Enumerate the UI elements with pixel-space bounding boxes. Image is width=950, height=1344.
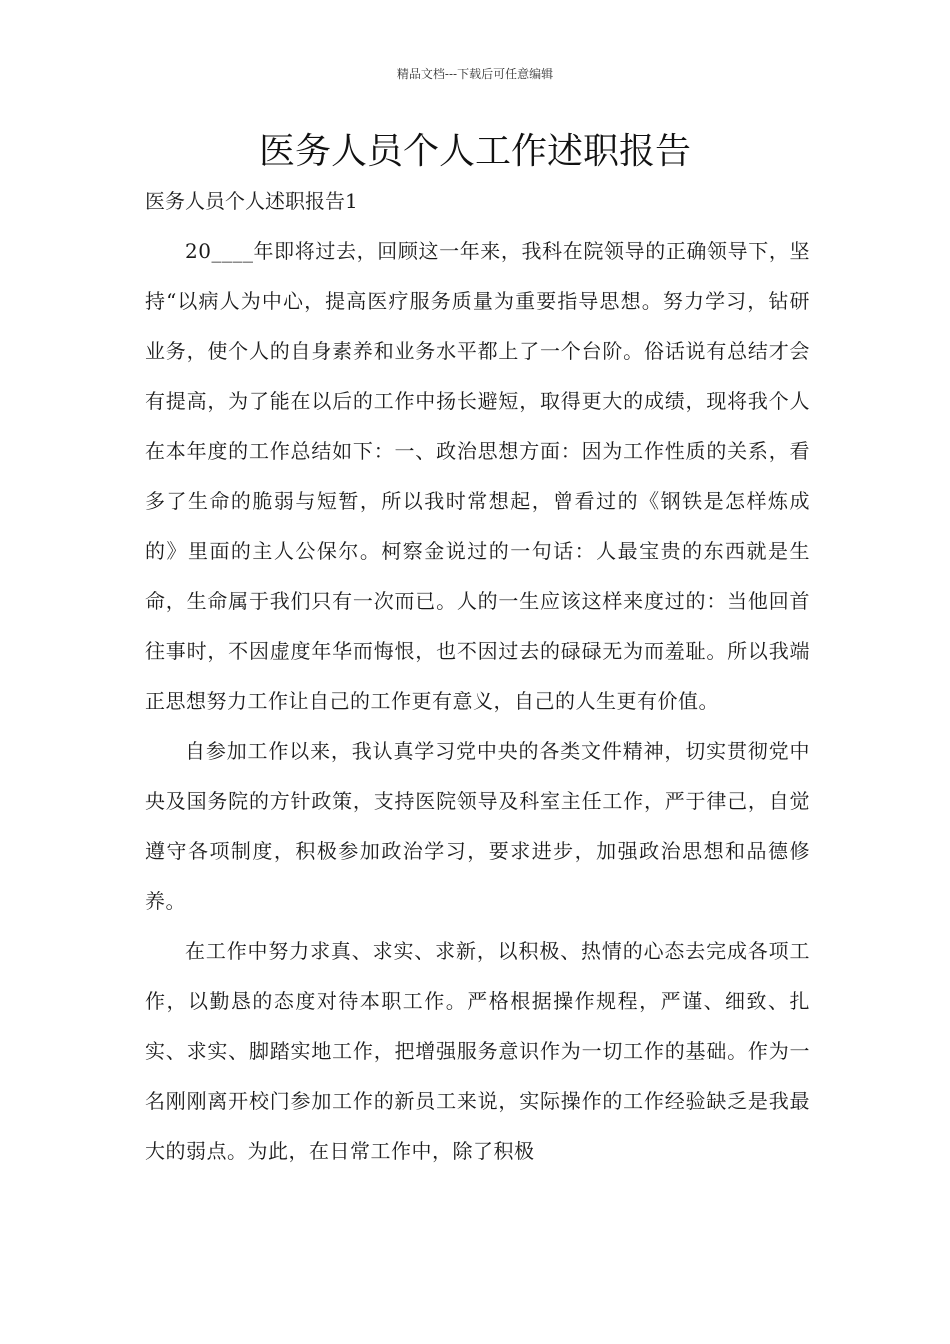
header-note: 精品文档---下载后可任意编辑 (396, 67, 554, 81)
paragraph-3: 在工作中努力求真、求实、求新，以积极、热情的心态去完成各项工作，以勤恳的态度对待本职工作。严格根据操作规程，严谨、细致、扎实、求实、脚踏实地工作，把增强服务意识作为一切工作的基础。作为一名刚刚离开校门参加工作的新员工来说，实际操作的工作经验缺乏是我最大的弱点。为此，在日常工作中，除了积极 (145, 939, 810, 1163)
paragraph-1: 20____年即将过去，回顾这一年来，我科在院领导的正确领导下，坚持“以病人为中心，提高医疗服务质量为重要指导思想。努力学习，钻研业务，使个人的自身素养和业务水平都上了一个台阶。俗话说有总结才会有提高，为了能在以后的工作中扬长避短，取得更大的成绩，现将我个人在本年度的工作总结如下：一、政治思想方面：因为工作性质的关系，看多了生命的脆弱与短暂，所以我时常想起，曾看过的《钢铁是怎样炼成的》里面的主人公保尔。柯察金说过的一句话：人最宝贵的东西就是生命，生命属于我们只有一次而已。人的一生应该这样来度过的：当他回首往事时，不因虚度年华而悔恨，也不因过去的碌碌无为而羞耻。所以我端正思想努力工作让自己的工作更有意义，自己的人生更有价值。 (145, 239, 810, 713)
section-subtitle: 医务人员个人述职报告1 (145, 189, 358, 213)
document-title: 医务人员个人工作述职报告 (258, 131, 691, 172)
paragraph-2: 自参加工作以来，我认真学习党中央的各类文件精神，切实贯彻党中央及国务院的方针政策，支持医院领导及科室主任工作，严于律己，自觉遵守各项制度，积极参加政治学习，要求进步，加强政治思想和品德修养。 (145, 739, 810, 913)
body-text (145, 226, 810, 1176)
